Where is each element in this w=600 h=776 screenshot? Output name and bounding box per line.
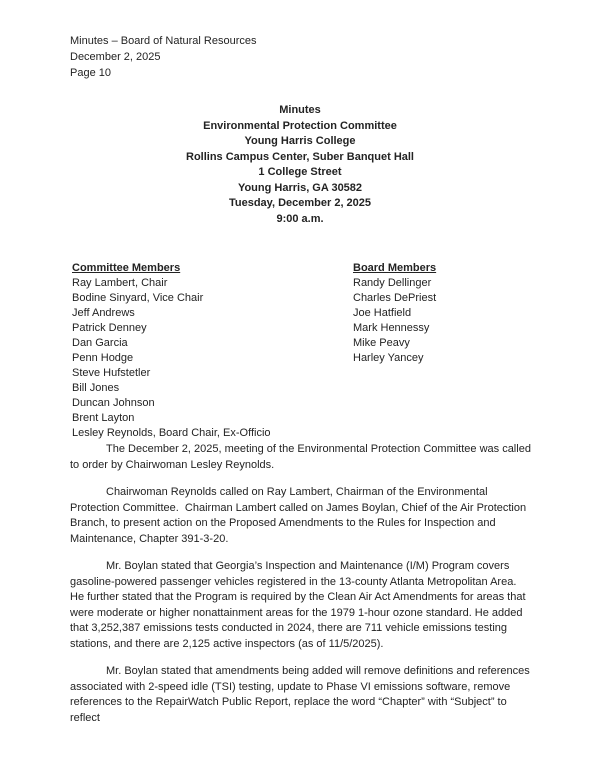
committee-member: Brent Layton [72, 412, 135, 424]
doc-header [70, 33, 256, 81]
committee-member: Lesley Reynolds, Board Chair, Ex-Officio [72, 427, 271, 439]
committee-member: Jeff Andrews [72, 307, 135, 319]
page-title-block [0, 103, 600, 197]
document-body [70, 442, 533, 738]
committee-member: Bodine Sinyard, Vice Chair [72, 292, 204, 304]
board-member: Harley Yancey [353, 352, 424, 364]
title-line: Young Harris, GA 30582 [237, 181, 363, 194]
doc-header-line: Page 10 [70, 67, 111, 79]
datetime-line: 9:00 a.m. [276, 212, 324, 225]
committee-member: Penn Hodge [72, 352, 134, 364]
datetime-line: Tuesday, December 2, 2025 [228, 197, 372, 209]
paragraph: The December 2, 2025, meeting of the Environmental Protection Committee was called to order by Chairwoman Lesley Reynolds. [70, 443, 534, 471]
committee-member: Patrick Denney [72, 322, 147, 334]
board-members-column [353, 261, 553, 441]
board-member: Joe Hatfield [353, 307, 412, 319]
title-line: Young Harris College [244, 135, 356, 148]
title-line: Rollins Campus Center, Suber Banquet Hall [186, 150, 414, 163]
paragraph: Chairwoman Reynolds called on Ray Lambert, Chairman of the Environmental Protection Committee. Chairman Lambert called on James Boylan, Chief of the Air Protection Branch, to present action on the Proposed Amendments to the Rules for Inspection and Maintenance, Chapter 391-3-20. [70, 486, 530, 545]
committee-members-heading: Committee Members [72, 262, 181, 274]
title-line: Environmental Protection Committee [203, 119, 397, 132]
title-line: 1 College Street [258, 166, 342, 179]
board-members-heading: Board Members [353, 262, 437, 274]
committee-member: Bill Jones [72, 382, 120, 394]
doc-header-line: Minutes – Board of Natural Resources [70, 35, 257, 47]
committee-member: Ray Lambert, Chair [72, 277, 168, 289]
datetime-block [0, 196, 600, 227]
board-member: Randy Dellinger [353, 277, 432, 289]
board-member: Mike Peavy [353, 337, 410, 349]
committee-members-column [72, 261, 353, 441]
paragraph: Mr. Boylan stated that amendments being added will remove definitions and references associated with 2-speed idle (TSI) testing, update to Phase VI emissions software, remove references to the RepairWatch Public Report, replace the word “Chapter” with “Subject” to reflect [70, 665, 533, 724]
committee-member: Dan Garcia [72, 337, 128, 349]
board-member: Charles DePriest [353, 292, 437, 304]
doc-header-line: December 2, 2025 [70, 51, 161, 63]
title-line: Minutes [279, 104, 321, 116]
committee-member: Duncan Johnson [72, 397, 155, 409]
board-member: Mark Hennessy [353, 322, 430, 334]
committee-member: Steve Hufstetler [72, 367, 151, 379]
paragraph: Mr. Boylan stated that Georgia’s Inspection and Maintenance (I/M) Program covers gasoline-powered passenger vehicles registered in the 13-county Atlanta Metropolitan Area. He further stated that the Program is required by the Clean Air Act Amendments for areas that were moderate or higher nonattainment areas for the 1979 1-hour ozone standard. He added that 3,252,387 emissions tests conducted in 2024, there are 711 vehicle emissions testing stations, and there are 2,125 active inspectors (as of 11/5/2025). [70, 560, 529, 650]
members-section [72, 261, 553, 441]
